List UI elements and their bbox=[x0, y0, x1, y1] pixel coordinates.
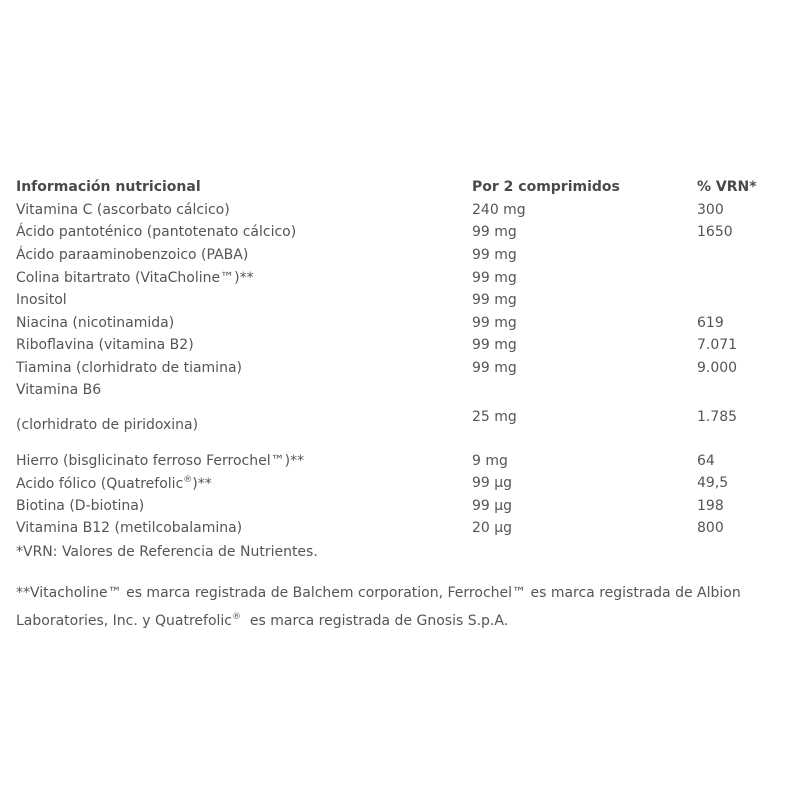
table-header bbox=[16, 176, 786, 199]
row-amount: 20 µg bbox=[472, 520, 513, 537]
row-name: Biotina (D-biotina) bbox=[16, 497, 145, 514]
header-name: Información nutricional bbox=[16, 179, 201, 196]
row-name-suffix: )** bbox=[192, 475, 212, 492]
row-amount: 99 µg bbox=[472, 497, 513, 514]
table-row bbox=[16, 266, 786, 289]
table-row bbox=[16, 244, 786, 267]
row-name: Ácido paraaminobenzoico (PABA) bbox=[16, 247, 249, 264]
trademark-note bbox=[16, 581, 786, 633]
table-row bbox=[16, 199, 786, 222]
row-vrn: 7.071 bbox=[697, 337, 738, 354]
row-name: Inositol bbox=[16, 292, 67, 309]
row-amount: 99 mg bbox=[472, 292, 517, 309]
row-name-prefix: Acido fólico (Quatrefolic bbox=[16, 475, 184, 492]
row-amount: 25 mg bbox=[472, 409, 517, 426]
row-amount: 99 mg bbox=[472, 337, 517, 354]
row-amount: 240 mg bbox=[472, 201, 526, 218]
row-amount: 99 mg bbox=[472, 247, 517, 264]
registered-mark: ® bbox=[183, 474, 193, 485]
row-vrn: 9.000 bbox=[697, 360, 738, 377]
row-name: Ácido pantoténico (pantotenato cálcico) bbox=[16, 224, 297, 241]
row-amount: 99 µg bbox=[472, 475, 513, 492]
row-name: Colina bitartrato (VitaCholine™)** bbox=[16, 269, 254, 286]
table-row bbox=[16, 221, 786, 244]
row-name: Niacina (nicotinamida) bbox=[16, 314, 175, 331]
row-name bbox=[16, 379, 472, 433]
row-vrn: 300 bbox=[697, 201, 724, 218]
row-vrn: 49,5 bbox=[697, 475, 729, 492]
row-name: Vitamina C (ascorbato cálcico) bbox=[16, 201, 230, 218]
trademark-line2 bbox=[16, 605, 786, 633]
row-name: Tiamina (clorhidrato de tiamina) bbox=[16, 360, 242, 377]
header-amount: Por 2 comprimidos bbox=[472, 179, 620, 196]
nutrition-table bbox=[16, 176, 786, 540]
row-amount: 9 mg bbox=[472, 452, 508, 469]
row-vrn: 1.785 bbox=[697, 409, 738, 426]
table-row bbox=[16, 449, 786, 472]
trademark-line2-prefix: Laboratories, Inc. y Quatrefolic bbox=[16, 613, 233, 629]
row-vrn: 800 bbox=[697, 520, 724, 537]
row-amount: 99 mg bbox=[472, 224, 517, 241]
row-vrn: 198 bbox=[697, 497, 724, 514]
row-name: Vitamina B12 (metilcobalamina) bbox=[16, 520, 243, 537]
table-row-b6 bbox=[16, 379, 786, 449]
trademark-line2-suffix: es marca registrada de Gnosis S.p.A. bbox=[241, 613, 509, 629]
row-amount: 99 mg bbox=[472, 314, 517, 331]
row-vrn: 1650 bbox=[697, 224, 733, 241]
table-row bbox=[16, 357, 786, 380]
row-amount: 99 mg bbox=[472, 360, 517, 377]
registered-mark: ® bbox=[232, 612, 242, 622]
table-row bbox=[16, 289, 786, 312]
table-row bbox=[16, 495, 786, 518]
row-vrn: 619 bbox=[697, 314, 724, 331]
row-name: Riboflavina (vitamina B2) bbox=[16, 337, 194, 354]
row-name-line1: Vitamina B6 bbox=[16, 382, 102, 399]
table-row bbox=[16, 517, 786, 540]
table-row-folic bbox=[16, 472, 786, 495]
header-vrn: % VRN* bbox=[697, 179, 757, 196]
row-name bbox=[16, 475, 472, 492]
table-row bbox=[16, 312, 786, 335]
row-vrn: 64 bbox=[697, 452, 715, 469]
table-row bbox=[16, 334, 786, 357]
row-name: Hierro (bisglicinato ferroso Ferrochel™)** bbox=[16, 452, 305, 469]
row-amount: 99 mg bbox=[472, 269, 517, 286]
row-name-line2: (clorhidrato de piridoxina) bbox=[16, 417, 199, 434]
trademark-line1: **Vitacholine™ es marca registrada de Balchem corporation, Ferrochel™ es marca registrada de Albion bbox=[16, 585, 741, 601]
vrn-footnote: *VRN: Valores de Referencia de Nutrientes. bbox=[16, 544, 318, 560]
